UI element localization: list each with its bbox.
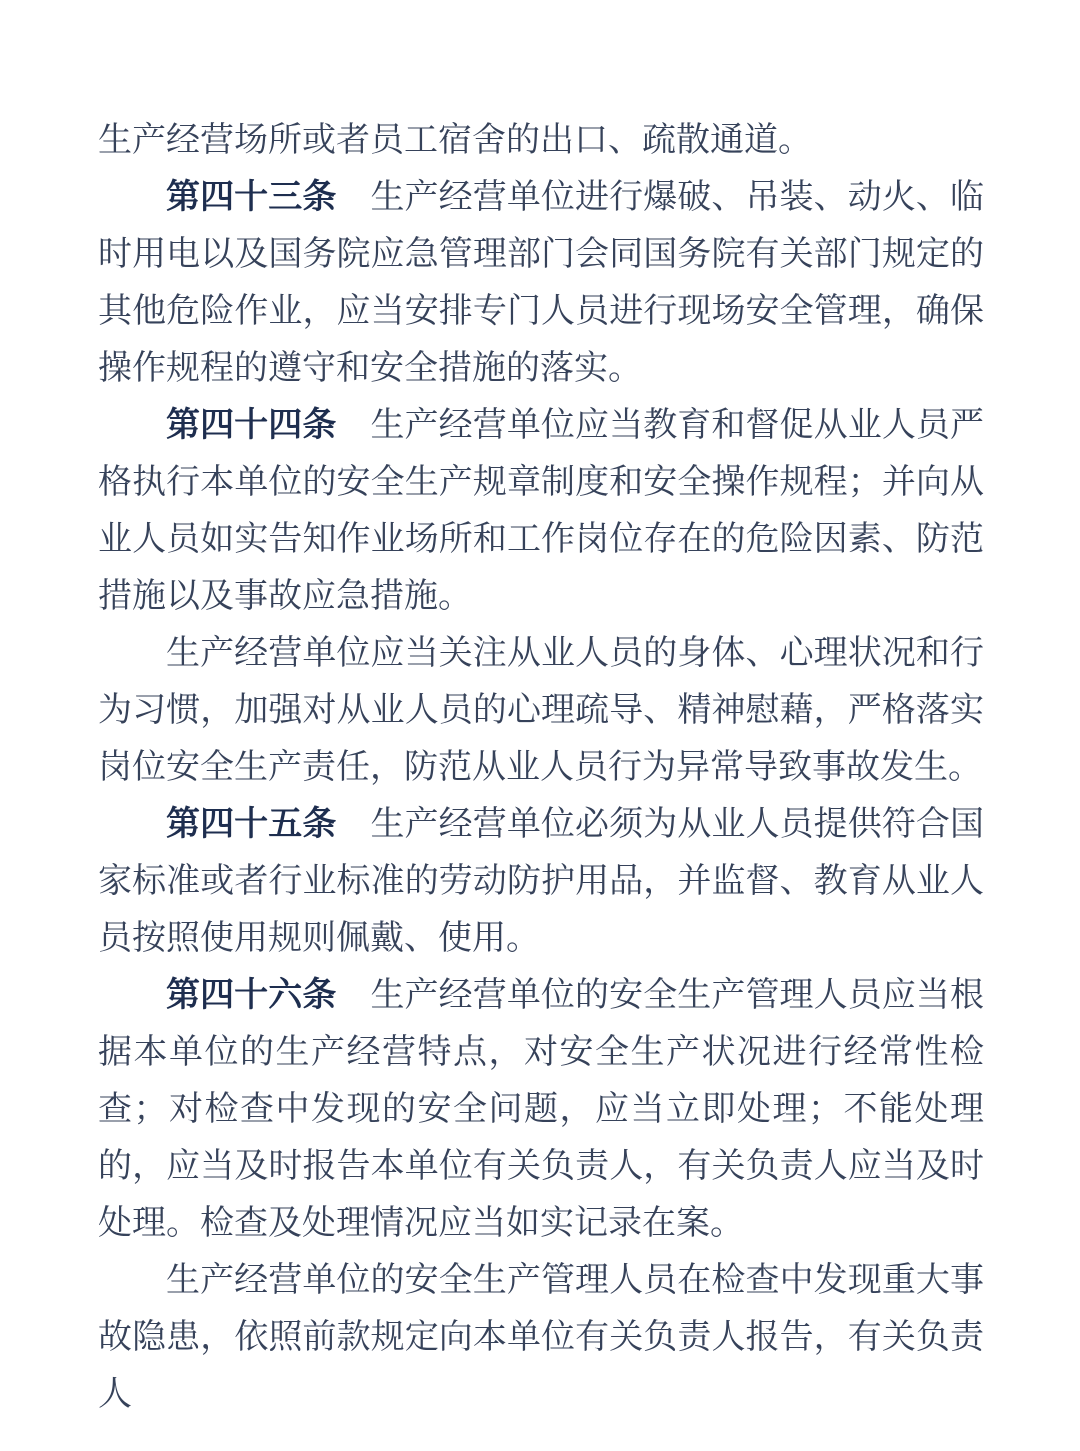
article-number: 第四十五条 — [166, 804, 337, 844]
article-number: 第四十三条 — [166, 177, 337, 217]
article-44-second-paragraph — [98, 625, 984, 796]
paragraph-text: 生产经营单位进行爆破、吊装、动火、临时用电以及国务院应急管理部门会同国务院有关部门规定的其他危险作业，应当安排专门人员进行现场安全管理，确保操作规程的遵守和安全措施的落实。 — [98, 177, 985, 388]
article-46-second-paragraph — [98, 1252, 984, 1423]
article-45-paragraph — [98, 796, 984, 967]
paragraph-text: 生产经营单位的安全生产管理人员在检查中发现重大事故隐患，依照前款规定向本单位有关负责人报告，有关负责人 — [98, 1260, 984, 1414]
paragraph-text: 生产经营场所或者员工宿舍的出口、疏散通道。 — [98, 120, 812, 160]
paragraph-text: 生产经营单位应当关注从业人员的身体、心理状况和行为习惯，加强对从业人员的心理疏导、精神慰藉，严格落实岗位安全生产责任，防范从业人员行为异常导致事故发生。 — [98, 633, 984, 787]
article-number: 第四十四条 — [166, 405, 337, 445]
article-number: 第四十六条 — [166, 975, 337, 1015]
paragraph-text: 生产经营单位的安全生产管理人员应当根据本单位的生产经营特点，对安全生产状况进行经常性检查；对检查中发现的安全问题，应当立即处理；不能处理的，应当及时报告本单位有关负责人，有关负责人应当及时处理。检查及处理情况应当如实记录在案。 — [98, 975, 985, 1243]
paragraph-continuation — [98, 112, 984, 169]
paragraph-text: 生产经营单位必须为从业人员提供符合国家标准或者行业标准的劳动防护用品，并监督、教育从业人员按照使用规则佩戴、使用。 — [98, 804, 985, 958]
article-44-paragraph — [98, 397, 984, 625]
paragraph-text: 生产经营单位应当教育和督促从业人员严格执行本单位的安全生产规章制度和安全操作规程；并向从业人员如实告知作业场所和工作岗位存在的危险因素、防范措施以及事故应急措施。 — [98, 405, 985, 616]
article-46-paragraph — [98, 967, 984, 1252]
article-43-paragraph — [98, 169, 984, 397]
